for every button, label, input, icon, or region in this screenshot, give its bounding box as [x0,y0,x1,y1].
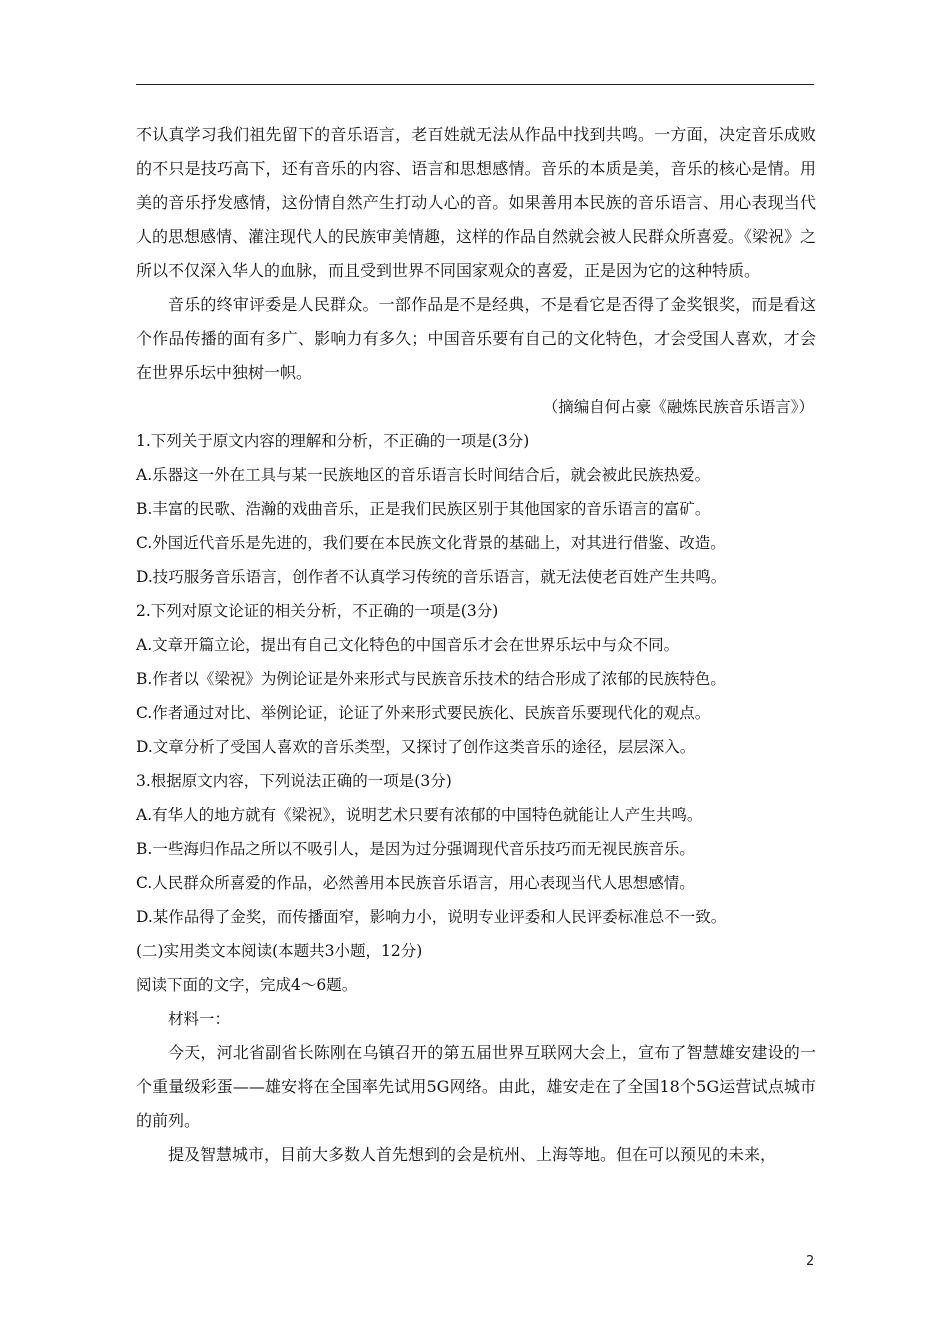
question-1-option-a: A.乐器这一外在工具与某一民族地区的音乐语言长时间结合后，就会被此民族热爱。 [136,466,711,484]
question-1-stem: 1.下列关于原文内容的理解和分析，不正确的一项是(3分) [136,432,530,450]
question-3-option-d: D.某作品得了金奖，而传播面窄，影响力小，说明专业评委和人民评委标准总不一致。 [136,908,727,926]
question-3-stem: 3.根据原文内容，下列说法正确的一项是(3分) [136,772,452,790]
section-heading: (二)实用类文本阅读(本题共3小题，12分) [136,942,423,960]
question-3-option-a: A.有华人的地方就有《梁祝》，说明艺术只要有浓郁的中国特色就能让人产生共鸣。 [136,806,703,824]
passage-paragraph-2: 音乐的终审评委是人民群众。一部作品是不是经典，不是看它是否得了金奖银奖，而是看这个作品传播的面有多广、影响力有多久；中国音乐要有自己的文化特色，才会受国人喜欢，才会在世界乐坛中独树一帜。 [136,295,816,382]
section-instruction: 阅读下面的文字，完成4～6题。 [136,976,358,994]
passage-source: （摘编自何占豪《融炼民族音乐语言》） [542,398,814,416]
question-2-option-b: B.作者以《梁祝》为例论证是外来形式与民族音乐技术的结合形成了浓郁的民族特色。 [136,670,726,688]
header-rule [136,84,814,85]
question-2-option-c: C.作者通过对比、举例论证，论证了外来形式要民族化、民族音乐要现代化的观点。 [136,704,711,722]
passage-paragraph-1: 不认真学习我们祖先留下的音乐语言，老百姓就无法从作品中找到共鸣。一方面，决定音乐成败的不只是技巧高下，还有音乐的内容、语言和思想感情。音乐的本质是美，音乐的核心是情。用美的音乐抒发感情，这份情自然产生打动人心的音。如果善用本民族的音乐语言、用心表现当代人的思想感情、灌注现代人的民族审美情趣，这样的作品自然就会被人民群众所喜爱。《梁祝》之所以不仅深入华人的血脉，而且受到世界不同国家观众的喜爱，正是因为它的这种特质。 [136,125,817,280]
page-content [136,118,816,1172]
question-1-option-c: C.外国近代音乐是先进的，我们要在本民族文化背景的基础上，对其进行借鉴、改造。 [136,534,726,552]
material-1-paragraph-1: 今天，河北省副省长陈刚在乌镇召开的第五届世界互联网大会上，宣布了智慧雄安建设的一个重量级彩蛋——雄安将在全国率先试用5G网络。由此，雄安走在了全国18个5G运营试点城市的前列。 [136,1043,816,1130]
question-3-option-b: B.一些海归作品之所以不吸引人，是因为过分强调现代音乐技巧而无视民族音乐。 [136,840,695,858]
material-label: 材料一： [168,1010,231,1028]
question-2-option-a: A.文章开篇立论，提出有自己文化特色的中国音乐才会在世界乐坛中与众不同。 [136,636,680,654]
question-2-stem: 2.下列对原文论证的相关分析，不正确的一项是(3分) [136,602,499,620]
question-2-option-d: D.文章分析了受国人喜欢的音乐类型，又探讨了创作这类音乐的途径，层层深入。 [136,738,696,756]
material-1-paragraph-2: 提及智慧城市，目前大多数人首先想到的会是杭州、上海等地。但在可以预见的未来， [168,1145,777,1164]
question-3-option-c: C.人民群众所喜爱的作品，必然善用本民族音乐语言，用心表现当代人思想感情。 [136,874,695,892]
question-1-option-d: D.技巧服务音乐语言，创作者不认真学习传统的音乐语言，就无法使老百姓产生共鸣。 [136,568,727,586]
page-number: 2 [806,1254,815,1269]
question-1-option-b: B.丰富的民歌、浩瀚的戏曲音乐，正是我们民族区别于其他国家的音乐语言的富矿。 [136,500,711,518]
